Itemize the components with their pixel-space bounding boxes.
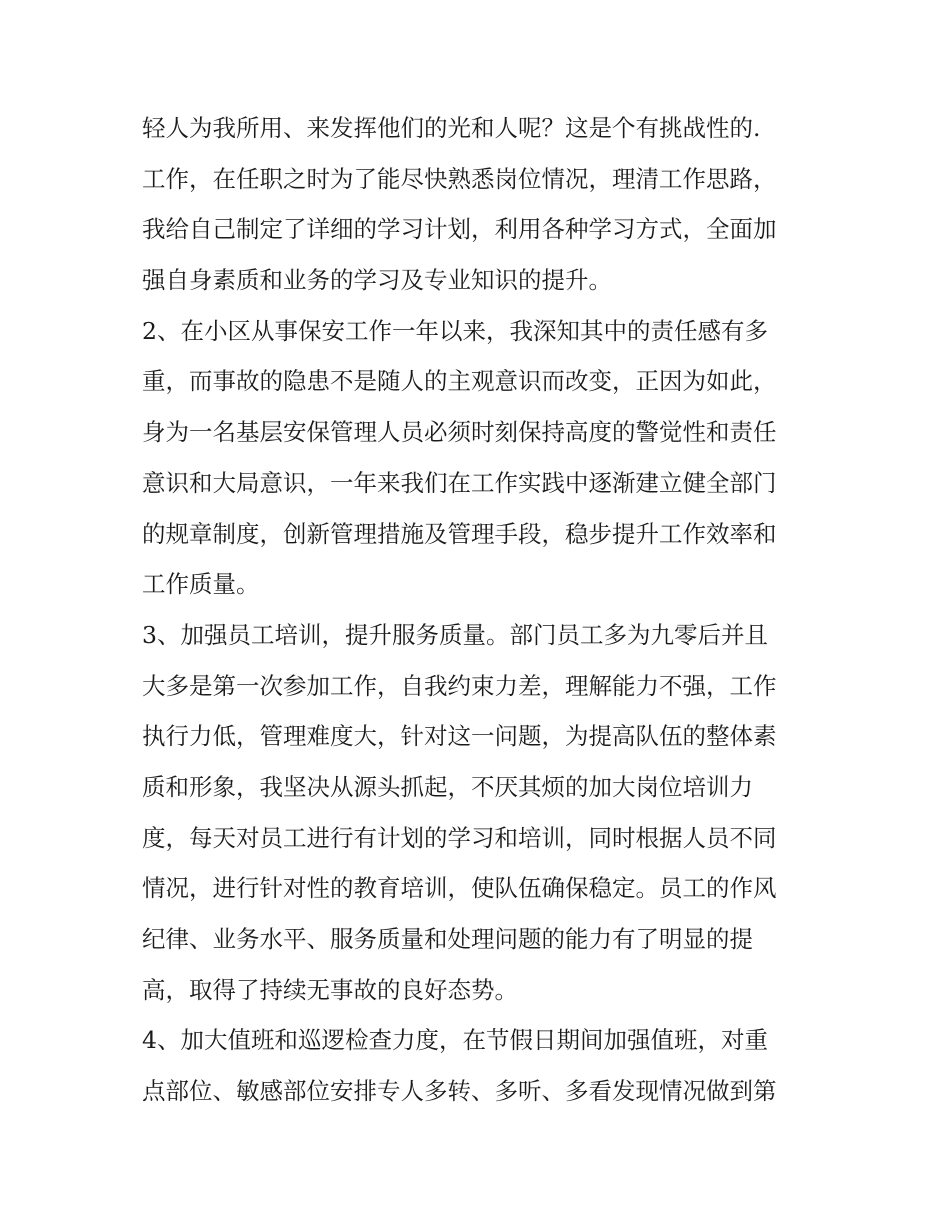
text-line: 纪律、业务水平、服务质量和处理问题的能力有了明显的提	[142, 925, 753, 953]
text-line: 度，每天对员工进行有计划的学习和培训，同时根据人员不同	[142, 823, 777, 852]
text-line: 强自身素质和业务的学习及专业知识的提升。	[142, 266, 612, 295]
text-line: 工作质量。	[142, 570, 260, 599]
text-line: 重，而事故的隐患不是随人的主观意识而改变，正因为如此，	[142, 367, 777, 396]
text-line: 2、在小区从事保安工作一年以来，我深知其中的责任感有多	[142, 316, 768, 345]
text-line: 工作，在任职之时为了能尽快熟悉岗位情况，理清工作思路，	[142, 164, 777, 193]
text-line: 执行力低，管理难度大，针对这一问题，为提高队伍的整体素	[142, 722, 777, 751]
text-line: 我给自己制定了详细的学习计划，利用各种学习方式，全面加	[142, 215, 777, 244]
text-line: 情况，进行针对性的教育培训，使队伍确保稳定。员工的作风	[142, 874, 777, 903]
text-line: 高，取得了持续无事故的良好态势。	[142, 975, 518, 1004]
text-line: 大多是第一次参加工作，自我约束力差，理解能力不强，工作	[142, 671, 777, 700]
text-line: 质和形象，我坚决从源头抓起，不厌其烦的加大岗位培训力	[142, 772, 753, 801]
text-line: 轻人为我所用、来发挥他们的光和人呢？这是个有挑战性的.	[142, 114, 761, 142]
text-line: 的规章制度，创新管理措施及管理手段，稳步提升工作效率和	[142, 519, 777, 548]
text-line: 点部位、敏感部位安排专人多转、多听、多看发现情况做到第	[142, 1077, 777, 1106]
text-line: 意识和大局意识，一年来我们在工作实践中逐渐建立健全部门	[142, 468, 777, 497]
body-text	[142, 103, 822, 1117]
text-line: 4、加大值班和巡逻检查力度，在节假日期间加强值班，对重	[142, 1026, 768, 1055]
text-line: 身为一名基层安保管理人员必须时刻保持高度的警觉性和责任	[142, 418, 777, 447]
text-line: 3、加强员工培训，提升服务质量。部门员工多为九零后并且	[142, 620, 768, 649]
